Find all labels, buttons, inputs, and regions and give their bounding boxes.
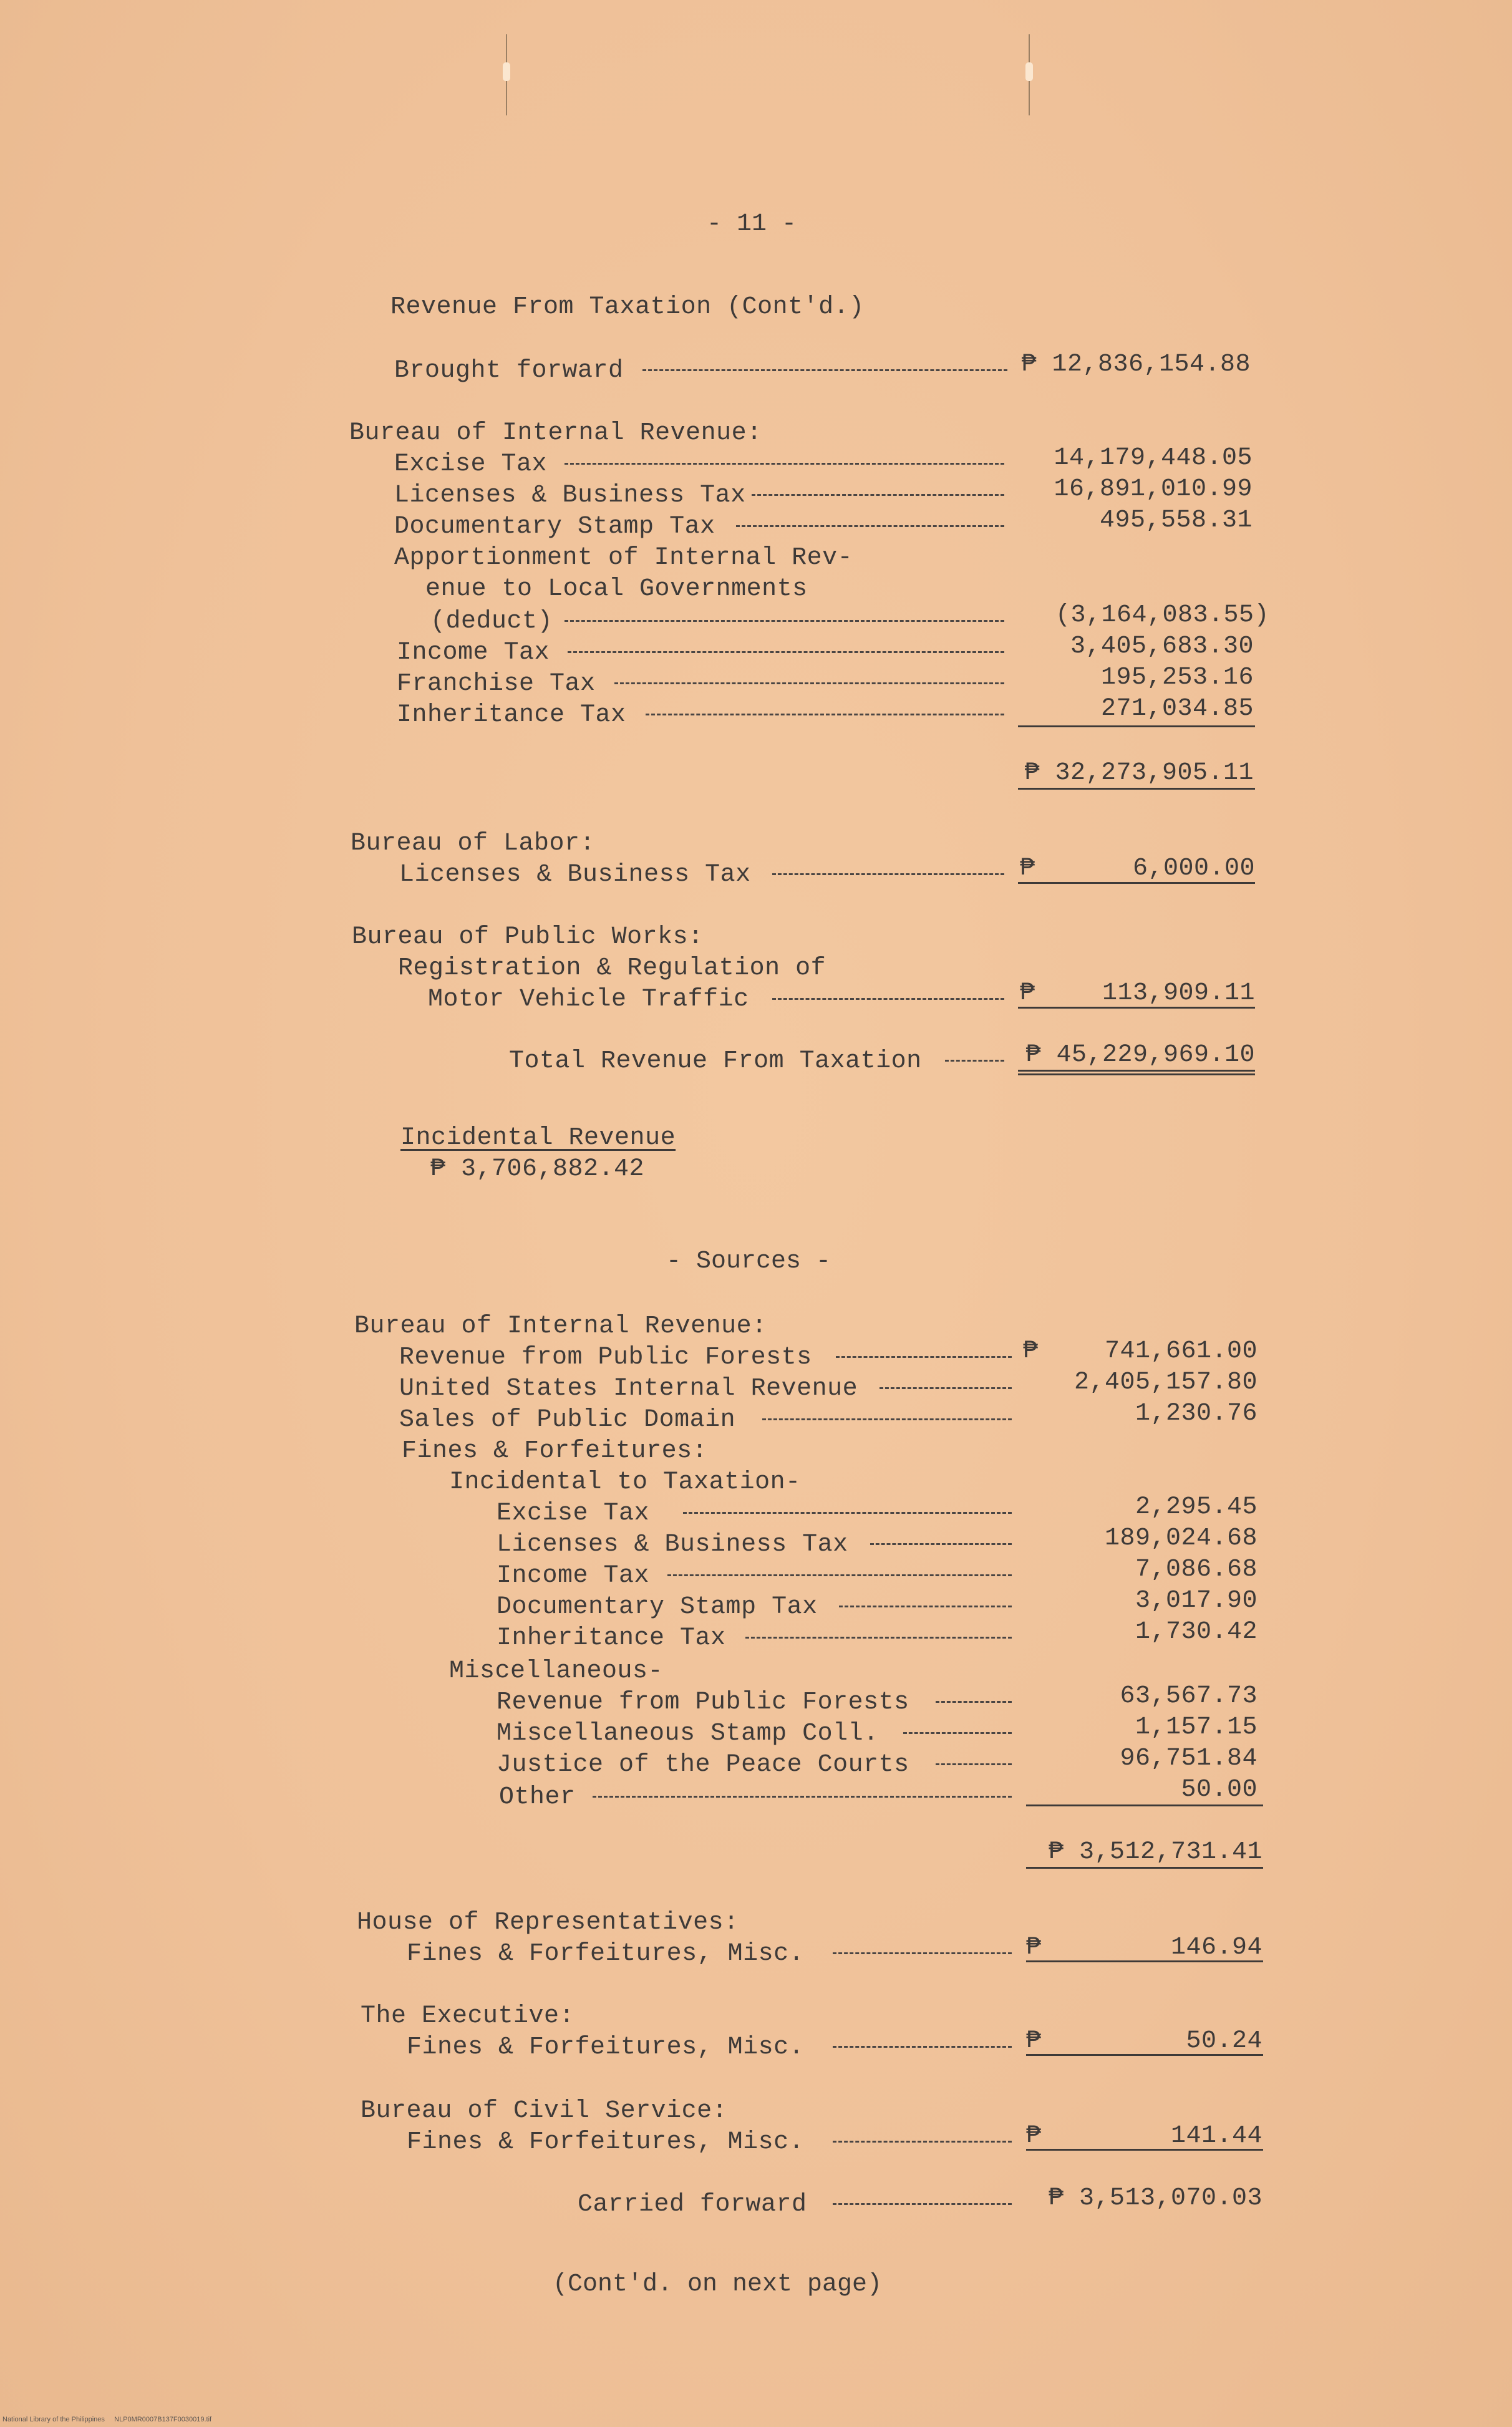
executive-label: Fines & Forfeitures, Misc. — [407, 2033, 805, 2061]
leader-dots — [936, 1701, 1012, 1703]
bir-subtotal: ₱ 32,273,905.11 — [1024, 759, 1254, 787]
excise-value: 14,179,448.05 — [1054, 444, 1253, 472]
house-label: Fines & Forfeitures, Misc. — [407, 1940, 805, 1968]
franchise-value: 195,253.16 — [1100, 664, 1254, 692]
src-licenses-label: Licenses & Business Tax — [497, 1531, 848, 1559]
leader-dots — [565, 620, 1004, 622]
brought-forward-label: Brought forward — [394, 357, 624, 385]
leader-dots — [762, 1418, 1012, 1420]
leader-dots — [945, 1060, 1004, 1062]
public-works-line1: Registration & Regulation of — [398, 954, 826, 982]
executive-value: 50.24 — [1186, 2027, 1262, 2055]
sources-heading: - Sources - — [666, 1247, 831, 1276]
misc-title: Miscellaneous- — [449, 1657, 664, 1685]
leader-dots — [772, 998, 1004, 1000]
leader-dots — [772, 873, 1004, 875]
underline — [1018, 725, 1255, 727]
documentary-value: 495,558.31 — [1099, 506, 1253, 535]
underline — [1026, 2149, 1263, 2151]
peso-sign: ₱ — [1023, 1337, 1039, 1365]
public-forests-label: Revenue from Public Forests — [399, 1344, 812, 1372]
documentary-label: Documentary Stamp Tax — [394, 513, 715, 541]
misc-stamp-value: 1,157.15 — [1135, 1713, 1258, 1742]
public-works-title: Bureau of Public Works: — [352, 923, 704, 951]
continued-note: (Cont'd. on next page) — [552, 2270, 883, 2299]
franchise-label: Franchise Tax — [397, 670, 596, 698]
peso-sign: ₱ — [1020, 979, 1035, 1007]
leader-dots — [870, 1543, 1012, 1545]
apportionment-line3: (deduct) — [430, 608, 553, 636]
sources-bir-subtotal: ₱ 3,512,731.41 — [1048, 1838, 1262, 1866]
apportionment-line2: enue to Local Governments — [425, 575, 808, 603]
leader-dots — [683, 1512, 1012, 1514]
section-heading: Revenue From Taxation (Cont'd.) — [390, 293, 865, 321]
leader-dots — [836, 1356, 1012, 1358]
leader-dots — [646, 714, 1004, 715]
labor-label: Licenses & Business Tax — [399, 861, 751, 889]
underline — [1018, 1007, 1255, 1009]
us-internal-value: 2,405,157.80 — [1073, 1369, 1258, 1397]
src-income-value: 7,086.68 — [1135, 1556, 1258, 1584]
leader-dots — [614, 682, 1004, 684]
excise-label: Excise Tax — [394, 450, 548, 478]
src-documentary-label: Documentary Stamp Tax — [497, 1593, 818, 1621]
other-label: Other — [499, 1783, 576, 1811]
leader-dots — [833, 2046, 1012, 2048]
peso-sign: ₱ — [1026, 2027, 1042, 2055]
double-underline — [1018, 1070, 1255, 1075]
fines-title: Fines & Forfeitures: — [402, 1437, 708, 1465]
justice-label: Justice of the Peace Courts — [497, 1751, 909, 1779]
underline — [1026, 1960, 1263, 1962]
src-inheritance-label: Inheritance Tax — [497, 1624, 726, 1652]
inheritance-label: Inheritance Tax — [397, 701, 626, 729]
licenses-label: Licenses & Business Tax — [394, 482, 746, 510]
misc-forests-label: Revenue from Public Forests — [497, 1688, 909, 1717]
leader-dots — [752, 494, 1004, 496]
leader-dots — [936, 1763, 1012, 1765]
incidental-amount: ₱ 3,706,882.42 — [430, 1155, 645, 1183]
carried-forward-value: ₱ 3,513,070.03 — [1048, 2184, 1262, 2212]
underline — [1026, 2054, 1263, 2056]
executive-title: The Executive: — [361, 2002, 575, 2030]
public-domain-label: Sales of Public Domain — [399, 1406, 736, 1434]
sources-bir-title: Bureau of Internal Revenue: — [354, 1312, 767, 1340]
scan-footer: National Library of the Philippines NLP0MR0007B137F0030019.tif — [2, 2416, 212, 2423]
leader-dots — [593, 1796, 1012, 1798]
staple-hole-left — [503, 34, 510, 115]
src-excise-label: Excise Tax — [497, 1499, 650, 1528]
leader-dots — [833, 2203, 1012, 2205]
leader-dots — [880, 1387, 1012, 1389]
civil-service-label: Fines & Forfeitures, Misc. — [407, 2128, 805, 2156]
licenses-value: 16,891,010.99 — [1054, 475, 1253, 503]
other-value: 50.00 — [1181, 1776, 1258, 1804]
brought-forward-value: ₱ 12,836,154.88 — [1021, 351, 1251, 379]
misc-forests-value: 63,567.73 — [1120, 1682, 1258, 1710]
house-value: 146.94 — [1170, 1934, 1262, 1962]
civil-service-title: Bureau of Civil Service: — [361, 2097, 728, 2125]
public-works-line2: Motor Vehicle Traffic — [428, 986, 749, 1014]
src-excise-value: 2,295.45 — [1135, 1493, 1258, 1521]
underline — [1018, 882, 1255, 884]
us-internal-label: United States Internal Revenue — [399, 1375, 858, 1403]
leader-dots — [903, 1732, 1012, 1734]
leader-dots — [839, 1606, 1012, 1607]
underline — [1026, 1805, 1263, 1806]
labor-value: 6,000.00 — [1132, 855, 1255, 883]
apportionment-line1: Apportionment of Internal Rev- — [394, 544, 853, 572]
leader-dots — [565, 463, 1004, 465]
public-domain-value: 1,230.76 — [1135, 1400, 1258, 1428]
leader-dots — [833, 1952, 1012, 1954]
apportionment-value: (3,164,083.55) — [1055, 601, 1269, 629]
peso-sign: ₱ — [1020, 855, 1035, 883]
src-licenses-value: 189,024.68 — [1104, 1524, 1258, 1553]
peso-sign: ₱ — [1026, 2122, 1042, 2150]
leader-dots — [833, 2141, 1012, 2143]
justice-value: 96,751.84 — [1120, 1745, 1258, 1773]
leader-dots — [667, 1574, 1012, 1576]
staple-hole-right — [1025, 34, 1033, 115]
src-income-label: Income Tax — [497, 1562, 650, 1590]
page-number: - 11 - — [706, 210, 797, 238]
public-forests-value: 741,661.00 — [1104, 1337, 1258, 1365]
src-documentary-value: 3,017.90 — [1135, 1587, 1258, 1615]
income-value: 3,405,683.30 — [1070, 632, 1254, 661]
public-works-value: 113,909.11 — [1102, 979, 1255, 1007]
underline — [1026, 1867, 1263, 1869]
total-label: Total Revenue From Taxation — [509, 1047, 922, 1075]
leader-dots — [745, 1637, 1012, 1639]
house-title: House of Representatives: — [357, 1909, 739, 1937]
misc-stamp-label: Miscellaneous Stamp Coll. — [497, 1720, 879, 1748]
total-value: ₱ 45,229,969.10 — [1025, 1041, 1255, 1069]
inheritance-value: 271,034.85 — [1100, 695, 1254, 723]
leader-dots — [736, 525, 1004, 527]
underline — [1018, 788, 1255, 790]
civil-service-value: 141.44 — [1170, 2122, 1262, 2150]
bir-title: Bureau of Internal Revenue: — [349, 419, 762, 447]
carried-forward-label: Carried forward — [578, 2191, 807, 2219]
leader-dots — [568, 651, 1004, 653]
incidental-title: Incidental Revenue — [400, 1124, 676, 1152]
income-label: Income Tax — [397, 639, 550, 667]
src-inheritance-value: 1,730.42 — [1135, 1618, 1258, 1646]
leader-dots — [642, 369, 1007, 371]
incidental-taxation-title: Incidental to Taxation- — [449, 1468, 801, 1496]
peso-sign: ₱ — [1026, 1934, 1042, 1962]
labor-title: Bureau of Labor: — [351, 830, 596, 858]
